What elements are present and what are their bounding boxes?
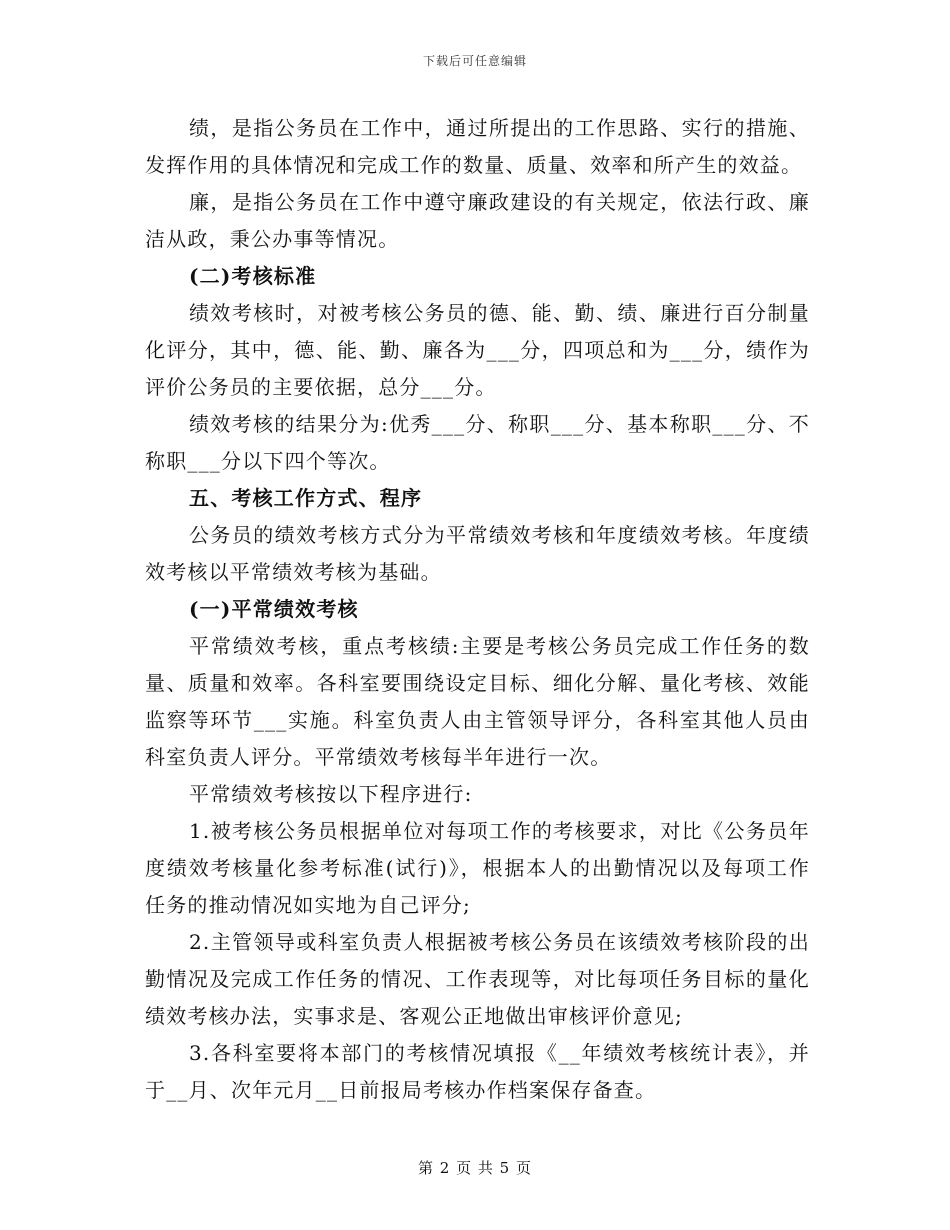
section-heading-assessment-standard: (二)考核标准 [189, 264, 317, 288]
paragraph-result-grades: 绩效考核的结果分为:优秀___分、称职___分、基本称职___分、不称职___分以下四个等次。 [145, 412, 810, 473]
paragraph-scoring: 绩效考核时，对被考核公务员的德、能、勤、绩、廉进行百分制量化评分，其中，德、能、勤、廉各为___分，四项总和为___分，绩作为评价公务员的主要依据，总分___分。 [145, 301, 810, 399]
section-heading-regular-assessment: (一)平常绩效考核 [189, 597, 359, 621]
document-body [145, 110, 810, 1109]
paragraph-step-3: 3.各科室要将本部门的考核情况填报《__年绩效考核统计表》，并于__月、次年元月__日前报局考核办作档案保存备查。 [145, 1041, 810, 1102]
paragraph-procedure-intro: 平常绩效考核按以下程序进行: [189, 782, 473, 806]
paragraph-step-1: 1.被考核公务员根据单位对每项工作的考核要求，对比《公务员年度绩效考核量化参考标准(试行)》，根据本人的出勤情况以及每项工作任务的推动情况如实地为自己评分; [145, 819, 810, 917]
paragraph-regular-assessment: 平常绩效考核，重点考核绩:主要是考核公务员完成工作任务的数量、质量和效率。各科室要围绕设定目标、细化分解、量化考核、效能监察等环节___实施。科室负责人由主管领导评分，各科室其他人员由科室负责人评分。平常绩效考核每半年进行一次。 [145, 634, 810, 769]
paragraph-assessment-types: 公务员的绩效考核方式分为平常绩效考核和年度绩效考核。年度绩效考核以平常绩效考核为基础。 [145, 523, 810, 584]
section-heading-work-method: 五、考核工作方式、程序 [189, 486, 423, 510]
paragraph-ji-definition: 绩，是指公务员在工作中，通过所提出的工作思路、实行的措施、发挥作用的具体情况和完成工作的数量、质量、效率和所产生的效益。 [145, 116, 810, 177]
paragraph-step-2: 2.主管领导或科室负责人根据被考核公务员在该绩效考核阶段的出勤情况及完成工作任务的情况、工作表现等，对比每项任务目标的量化绩效考核办法，实事求是、客观公正地做出审核评价意见; [145, 930, 810, 1028]
paragraph-lian-definition: 廉，是指公务员在工作中遵守廉政建设的有关规定，依法行政、廉洁从政，秉公办事等情况。 [145, 190, 810, 251]
page-header: 下载后可任意编辑 [422, 54, 527, 68]
page-number-footer: 第 2 页 共 5 页 [418, 1159, 532, 1177]
